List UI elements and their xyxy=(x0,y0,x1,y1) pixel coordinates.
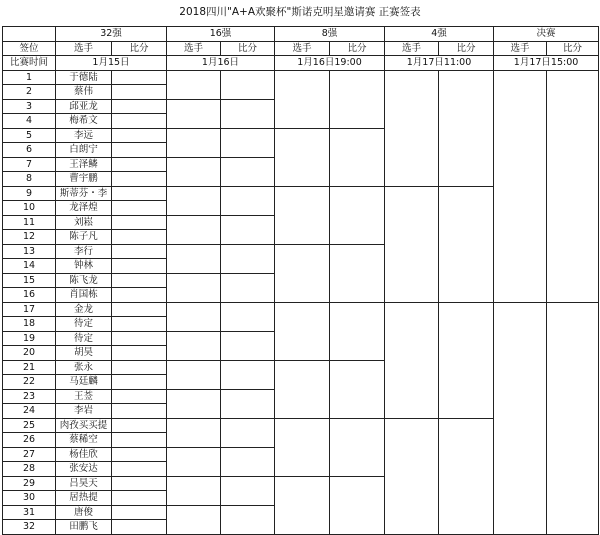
draw-position: 13 xyxy=(3,244,56,259)
round-score-cell xyxy=(221,70,275,99)
player-name: 白朗宁 xyxy=(56,143,112,158)
player-name: 于德陆 xyxy=(56,70,112,85)
player-column-header: 选手 xyxy=(167,41,221,56)
round-score-cell xyxy=(221,302,275,331)
player-name: 肉孜买买提 xyxy=(56,418,112,433)
score-cell xyxy=(112,201,167,216)
score-cell xyxy=(112,389,167,404)
round-player-cell xyxy=(167,99,221,128)
draw-position: 8 xyxy=(3,172,56,187)
player-name: 陈子凡 xyxy=(56,230,112,245)
player-name: 唐俊 xyxy=(56,505,112,520)
player-name: 李岩 xyxy=(56,404,112,419)
score-cell xyxy=(112,433,167,448)
player-name: 龙泽煌 xyxy=(56,201,112,216)
match-time-row xyxy=(3,56,599,71)
player-name: 田鹏飞 xyxy=(56,520,112,535)
player-name: 梅希文 xyxy=(56,114,112,129)
score-cell xyxy=(112,360,167,375)
player-name: 吕昊天 xyxy=(56,476,112,491)
draw-position: 22 xyxy=(3,375,56,390)
player-name: 马廷麟 xyxy=(56,375,112,390)
draw-position: 14 xyxy=(3,259,56,274)
draw-position: 32 xyxy=(3,520,56,535)
score-cell xyxy=(112,520,167,535)
score-column-header: 比分 xyxy=(330,41,385,56)
draw-position: 1 xyxy=(3,70,56,85)
draw-position: 9 xyxy=(3,186,56,201)
score-cell xyxy=(112,288,167,303)
draw-position: 7 xyxy=(3,157,56,172)
round-score-cell xyxy=(221,157,275,186)
score-column-header: 比分 xyxy=(439,41,494,56)
score-cell xyxy=(112,85,167,100)
draw-position: 6 xyxy=(3,143,56,158)
score-cell xyxy=(112,491,167,506)
round-score-cell xyxy=(221,418,275,447)
player-name: 肖国栋 xyxy=(56,288,112,303)
round-player-cell xyxy=(385,70,439,186)
score-cell xyxy=(112,273,167,288)
round-player-cell xyxy=(167,244,221,273)
round-label: 4强 xyxy=(385,27,494,42)
draw-position: 21 xyxy=(3,360,56,375)
score-cell xyxy=(112,99,167,114)
draw-position: 4 xyxy=(3,114,56,129)
score-cell xyxy=(112,259,167,274)
player-column-header: 选手 xyxy=(56,41,112,56)
round-player-cell xyxy=(167,186,221,215)
round-player-cell xyxy=(275,476,330,534)
round-score-cell xyxy=(330,128,385,186)
player-name: 胡昊 xyxy=(56,346,112,361)
round-player-cell xyxy=(167,447,221,476)
player-column-header: 选手 xyxy=(275,41,330,56)
draw-position: 3 xyxy=(3,99,56,114)
round-label: 决赛 xyxy=(494,27,599,42)
draw-position: 23 xyxy=(3,389,56,404)
round-player-cell xyxy=(167,70,221,99)
draw-position: 29 xyxy=(3,476,56,491)
score-cell xyxy=(112,70,167,85)
round-player-cell xyxy=(275,128,330,186)
draw-position: 25 xyxy=(3,418,56,433)
draw-position: 5 xyxy=(3,128,56,143)
draw-position: 27 xyxy=(3,447,56,462)
player-name: 陈飞龙 xyxy=(56,273,112,288)
round-score-cell xyxy=(221,128,275,157)
round-score-cell xyxy=(439,302,494,418)
score-cell xyxy=(112,186,167,201)
round-score-cell xyxy=(221,476,275,505)
score-cell xyxy=(112,462,167,477)
player-name: 待定 xyxy=(56,331,112,346)
player-name: 杨佳欣 xyxy=(56,447,112,462)
round-score-cell xyxy=(221,447,275,476)
round-label: 32强 xyxy=(56,27,167,42)
round-player-cell xyxy=(385,418,439,534)
player-column-header: 选手 xyxy=(494,41,547,56)
score-cell xyxy=(112,143,167,158)
player-name: 李行 xyxy=(56,244,112,259)
score-cell xyxy=(112,505,167,520)
round-score-cell xyxy=(330,360,385,418)
round-time: 1月17日11:00 xyxy=(385,56,494,71)
round-score-cell xyxy=(221,99,275,128)
score-cell xyxy=(112,317,167,332)
round-player-cell xyxy=(167,302,221,331)
draw-position: 2 xyxy=(3,85,56,100)
round-score-cell xyxy=(547,70,599,302)
round-player-cell xyxy=(167,215,221,244)
draw-position: 20 xyxy=(3,346,56,361)
score-cell xyxy=(112,172,167,187)
player-name: 金龙 xyxy=(56,302,112,317)
round-header-row xyxy=(3,27,599,42)
round-score-cell xyxy=(221,360,275,389)
round-score-cell xyxy=(221,331,275,360)
score-cell xyxy=(112,244,167,259)
player-name: 蔡伟 xyxy=(56,85,112,100)
round-score-cell xyxy=(221,273,275,302)
round-player-cell xyxy=(494,70,547,302)
round-score-cell xyxy=(439,418,494,534)
round-player-cell xyxy=(167,157,221,186)
round-score-cell xyxy=(330,70,385,128)
round-label: 16强 xyxy=(167,27,275,42)
draw-position: 16 xyxy=(3,288,56,303)
round-score-cell xyxy=(221,186,275,215)
draw-position: 19 xyxy=(3,331,56,346)
draw-row xyxy=(3,70,599,85)
round-score-cell xyxy=(221,244,275,273)
round-player-cell xyxy=(167,360,221,389)
round-score-cell xyxy=(330,418,385,476)
round-score-cell xyxy=(221,389,275,418)
player-name: 蔡稀空 xyxy=(56,433,112,448)
player-name: 李远 xyxy=(56,128,112,143)
round-score-cell xyxy=(221,215,275,244)
draw-position: 30 xyxy=(3,491,56,506)
score-cell xyxy=(112,346,167,361)
player-name: 曹宇鹏 xyxy=(56,172,112,187)
score-cell xyxy=(112,230,167,245)
draw-position: 28 xyxy=(3,462,56,477)
draw-position: 26 xyxy=(3,433,56,448)
draw-column-header: 签位 xyxy=(3,41,56,56)
score-cell xyxy=(112,476,167,491)
draw-position: 31 xyxy=(3,505,56,520)
round-player-cell xyxy=(275,360,330,418)
score-cell xyxy=(112,114,167,129)
round-player-cell xyxy=(167,331,221,360)
round-score-cell xyxy=(439,186,494,302)
round-score-cell xyxy=(330,186,385,244)
player-name: 斯蒂芬・李 xyxy=(56,186,112,201)
score-cell xyxy=(112,157,167,172)
round-score-cell xyxy=(330,476,385,534)
player-name: 张永 xyxy=(56,360,112,375)
draw-sheet-table xyxy=(2,26,599,535)
score-column-header: 比分 xyxy=(112,41,167,56)
round-time: 1月17日15:00 xyxy=(494,56,599,71)
player-name: 待定 xyxy=(56,317,112,332)
round-score-cell xyxy=(330,244,385,302)
player-name: 刘崧 xyxy=(56,215,112,230)
player-name: 王莶 xyxy=(56,389,112,404)
score-cell xyxy=(112,331,167,346)
score-cell xyxy=(112,302,167,317)
player-name: 居热提 xyxy=(56,491,112,506)
draw-position: 17 xyxy=(3,302,56,317)
player-name: 张安达 xyxy=(56,462,112,477)
draw-position: 15 xyxy=(3,273,56,288)
draw-position: 10 xyxy=(3,201,56,216)
round-score-cell xyxy=(439,70,494,186)
player-column-header: 选手 xyxy=(385,41,439,56)
round-player-cell xyxy=(275,244,330,302)
round-score-cell xyxy=(547,302,599,534)
round-player-cell xyxy=(275,418,330,476)
round-score-cell xyxy=(221,505,275,534)
round-player-cell xyxy=(275,70,330,128)
draw-position: 11 xyxy=(3,215,56,230)
score-cell xyxy=(112,404,167,419)
round-player-cell xyxy=(167,418,221,447)
round-score-cell xyxy=(330,302,385,360)
draw-position: 24 xyxy=(3,404,56,419)
column-header-row xyxy=(3,41,599,56)
score-cell xyxy=(112,128,167,143)
draw-position: 12 xyxy=(3,230,56,245)
score-cell xyxy=(112,215,167,230)
round-player-cell xyxy=(275,186,330,244)
round-player-cell xyxy=(275,302,330,360)
round-time: 1月15日 xyxy=(56,56,167,71)
round-player-cell xyxy=(385,302,439,418)
round-player-cell xyxy=(167,273,221,302)
score-cell xyxy=(112,375,167,390)
round-time: 1月16日19:00 xyxy=(275,56,385,71)
page-title: 2018四川"A+A欢聚杯"斯诺克明星邀请赛 正赛签表 xyxy=(179,6,421,18)
round-time: 1月16日 xyxy=(167,56,275,71)
round-player-cell xyxy=(167,476,221,505)
round-player-cell xyxy=(494,302,547,534)
round-player-cell xyxy=(167,128,221,157)
match-time-label: 比赛时间 xyxy=(3,56,56,71)
round-player-cell xyxy=(167,505,221,534)
round-player-cell xyxy=(385,186,439,302)
score-cell xyxy=(112,447,167,462)
score-column-header: 比分 xyxy=(547,41,599,56)
score-column-header: 比分 xyxy=(221,41,275,56)
player-name: 钟林 xyxy=(56,259,112,274)
draw-row xyxy=(3,302,599,317)
draw-position: 18 xyxy=(3,317,56,332)
player-name: 邱亚龙 xyxy=(56,99,112,114)
round-label: 8强 xyxy=(275,27,385,42)
score-cell xyxy=(112,418,167,433)
round-player-cell xyxy=(167,389,221,418)
player-name: 王泽鳞 xyxy=(56,157,112,172)
